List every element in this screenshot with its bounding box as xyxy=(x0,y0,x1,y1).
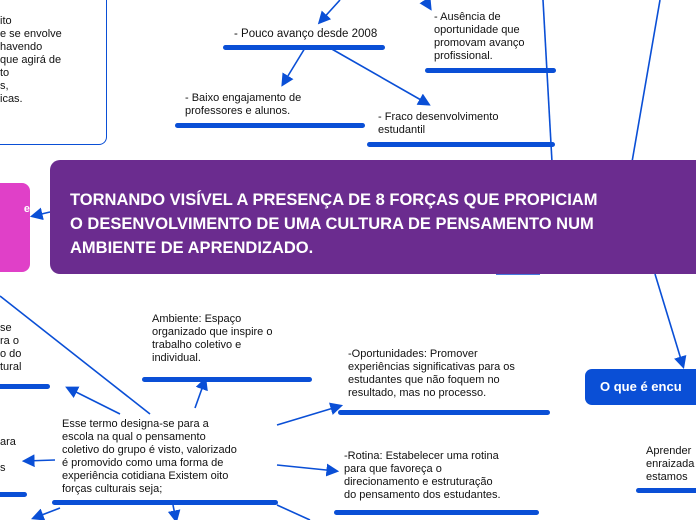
central-title-line-2: O DESENVOLVIMENTO DE UMA CULTURA DE PENSAMENTO NUM xyxy=(70,215,594,233)
ausencia-underline xyxy=(425,68,556,73)
central-title-line-3: AMBIENTE DE APRENDIZADO. xyxy=(70,239,314,257)
definicao-node[interactable]: Esse termo designa-se para a escola na qual o pensamento coletivo do grupo é visto, valorizado é promovido como uma forma de experiência cotidiana Existem oito forças culturais seja; xyxy=(62,418,237,495)
central-topic-node[interactable] xyxy=(50,160,696,274)
top-left-fragment-text: ito e se envolve havendo que agirá de to s, icas. xyxy=(0,15,62,105)
right-fragment-underline xyxy=(636,488,696,493)
pink-node[interactable]: e xyxy=(0,183,30,272)
oportunidades-node[interactable]: -Oportunidades: Promover experiências significativas para os estudantes que não foquem no resultado, mas no processo. xyxy=(348,348,515,399)
left-fragment-1-text: se ra o o do tural xyxy=(0,322,22,373)
fraco-desenvolvimento-underline xyxy=(367,142,555,147)
left-fragment-1-underline xyxy=(0,384,50,389)
baixo-engajamento-node[interactable]: - Baixo engajamento de professores e alunos. xyxy=(185,92,302,117)
ambiente-underline xyxy=(142,377,312,382)
left-fragment-2-text: ara s xyxy=(0,436,16,474)
rotina-node[interactable]: -Rotina: Estabelecer uma rotina para que favoreça o direcionamento e estruturação do pensamento dos estudantes. xyxy=(344,450,501,501)
fraco-desenvolvimento-node[interactable]: - Fraco desenvolvimento estudantil xyxy=(378,111,499,136)
ausencia-node[interactable]: - Ausência de oportunidade que promovam avanço profissional. xyxy=(434,11,525,62)
pouco-avanco-node[interactable]: - Pouco avanço desde 2008 xyxy=(234,28,378,40)
left-fragment-2-underline xyxy=(0,492,27,497)
right-fragment-text: Aprender enraizada estamos xyxy=(646,445,695,483)
pouco-avanco-underline xyxy=(223,45,385,50)
ambiente-node[interactable]: Ambiente: Espaço organizado que inspire o trabalho coletivo e individual. xyxy=(152,313,273,364)
rotina-underline xyxy=(334,510,539,515)
o-que-e-node[interactable]: O que é encu xyxy=(585,369,696,405)
central-title-line-1: TORNANDO VISÍVEL A PRESENÇA DE 8 FORÇAS QUE PROPICIAM xyxy=(70,191,598,209)
oportunidades-underline xyxy=(338,410,550,415)
definicao-underline xyxy=(52,500,278,505)
baixo-engajamento-underline xyxy=(175,123,365,128)
